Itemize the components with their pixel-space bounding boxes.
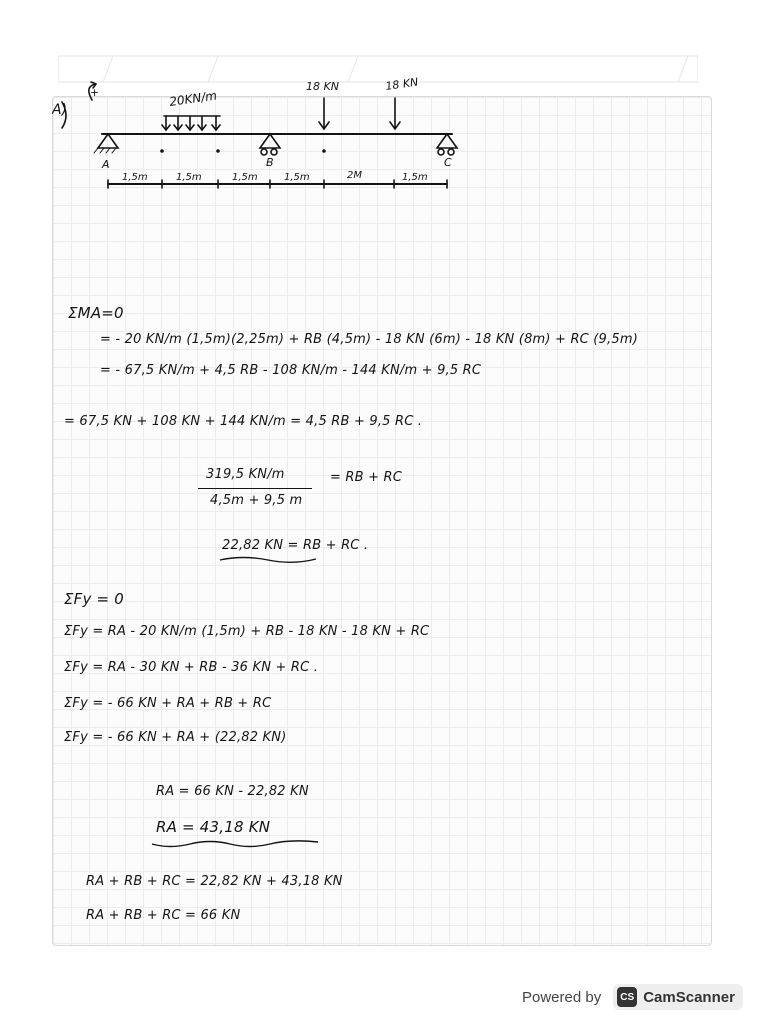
- fraction-numerator: 319,5 KN/m: [206, 467, 285, 482]
- moment-equation-line: = - 20 KN/m (1,5m)(2,25m) + RB (4,5m) - 18 KN (6m) - 18 KN (8m) + RC (9,5m): [100, 332, 638, 347]
- force-equation-line: ΣFy = RA - 30 KN + RB - 36 KN + RC .: [64, 660, 319, 675]
- ra-result: RA = 43,18 KN: [156, 818, 271, 836]
- underline-squiggle: [150, 838, 320, 850]
- segment-label: 1,5m: [122, 172, 148, 183]
- support-a-label: A: [102, 158, 110, 171]
- fraction-denominator: 4,5m + 9,5 m: [210, 493, 303, 508]
- point-load-1-label: 18 KN: [306, 80, 339, 93]
- part-label: A): [52, 102, 68, 118]
- grid-paper-sheet: [52, 96, 712, 946]
- moment-equation-line: = 67,5 KN + 108 KN + 144 KN/m = 4,5 RB + 9,5 RC .: [64, 414, 423, 429]
- force-equation-line: ΣFy = - 66 KN + RA + (22,82 KN): [64, 730, 287, 745]
- support-b-label: B: [266, 156, 274, 169]
- segment-label: 1,5m: [176, 172, 202, 183]
- segment-label: 1,5m: [402, 172, 428, 183]
- support-c-label: C: [444, 156, 452, 169]
- segment-label: 1,5m: [232, 172, 258, 183]
- force-equation-line: ΣFy = - 66 KN + RA + RB + RC: [64, 696, 272, 711]
- underline-squiggle: [218, 554, 318, 564]
- force-equation-heading: ΣFy = 0: [64, 590, 125, 608]
- point-load-2-label: 18 KN: [384, 76, 420, 93]
- ra-equation: RA = 66 KN - 22,82 KN: [156, 784, 309, 799]
- sum-check-line: RA + RB + RC = 22,82 KN + 43,18 KN: [86, 874, 343, 889]
- sum-check-line: RA + RB + RC = 66 KN: [86, 908, 241, 923]
- beam-diagram: [52, 76, 472, 206]
- powered-by-text: Powered by: [522, 988, 602, 1006]
- segment-label: 2M: [347, 170, 362, 181]
- rb-rc-result: 22,82 KN = RB + RC .: [222, 538, 369, 553]
- camscanner-logo-icon: CS: [617, 987, 637, 1007]
- fraction-bar: [198, 488, 312, 489]
- scanner-watermark: [522, 982, 762, 1012]
- udl-label: 20KN/m: [168, 88, 218, 109]
- force-equation-line: ΣFy = RA - 20 KN/m (1,5m) + RB - 18 KN - 18 KN + RC: [64, 624, 430, 639]
- sign-convention-label: +: [90, 86, 100, 99]
- moment-equation-line: = - 67,5 KN/m + 4,5 RB - 108 KN/m - 144 KN/m + 9,5 RC: [100, 363, 482, 378]
- moment-equation-heading: ΣMA=0: [68, 304, 124, 322]
- segment-label: 1,5m: [284, 172, 310, 183]
- camscanner-badge: [613, 984, 743, 1010]
- fraction-rhs: = RB + RC: [330, 470, 403, 485]
- camscanner-brand: CamScanner: [643, 988, 735, 1006]
